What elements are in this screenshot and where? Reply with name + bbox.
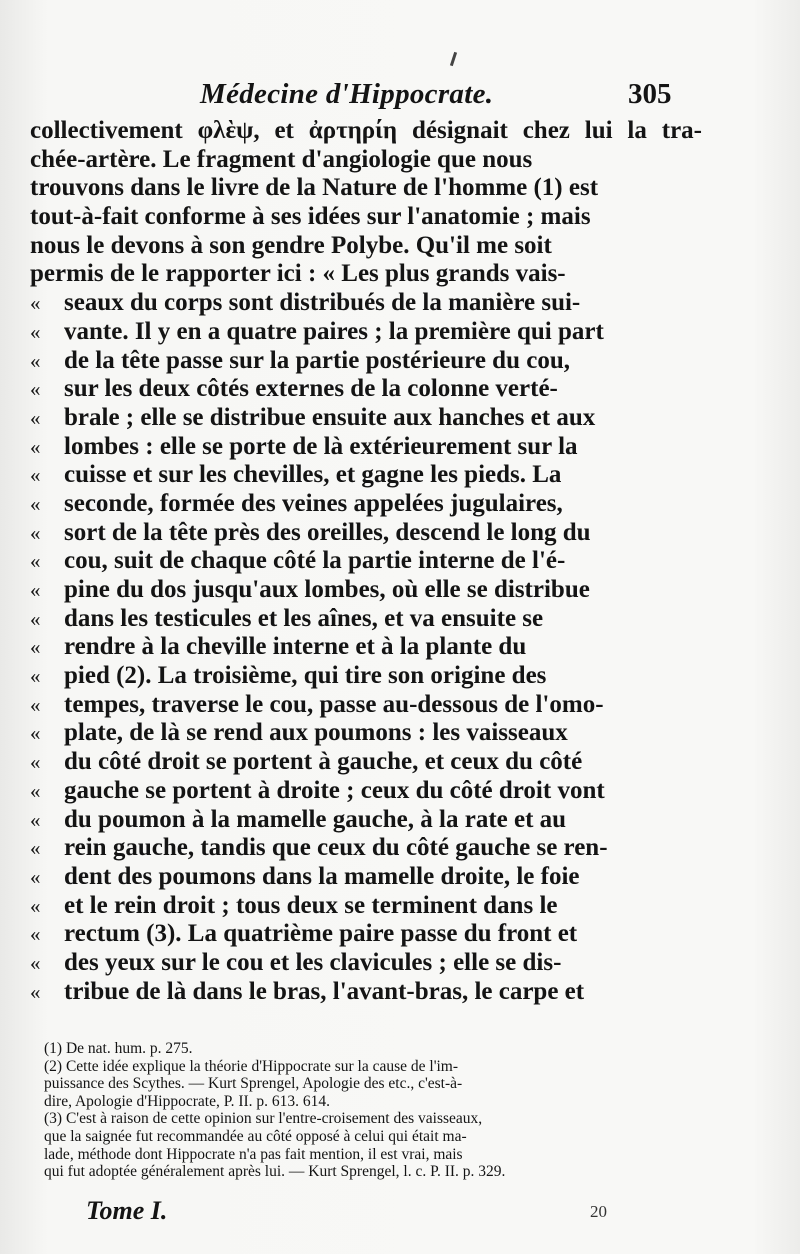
line-text: trouvons dans le livre de la Nature de l'homme (1) est: [30, 174, 599, 202]
quote-mark: «: [30, 377, 41, 402]
quote-mark: «: [30, 692, 41, 717]
quote-mark: «: [30, 578, 41, 602]
line-text: brale ; elle se distribue ensuite aux hanches et aux: [64, 403, 596, 431]
page-header: [0, 78, 800, 118]
line-text: vante. Il y en a quatre paires ; la première qui part: [64, 317, 604, 345]
line-text: pied (2). La troisième, qui tire son origine des: [64, 662, 547, 690]
text-line: [30, 719, 710, 748]
text-line: [30, 318, 710, 347]
text-line: [30, 146, 710, 175]
quote-mark: «: [30, 520, 41, 545]
line-text: chée-artère. Le fragment d'angiologie que nous: [30, 145, 533, 173]
quote-mark: «: [30, 721, 41, 746]
text-line: [30, 892, 710, 921]
quote-mark: «: [30, 549, 41, 574]
line-text: permis de le rapporter ici : « Les plus grands vais-: [30, 260, 566, 288]
line-text: rein gauche, tandis que ceux du côté gauche se ren-: [64, 834, 608, 862]
quote-mark: «: [30, 491, 41, 516]
quote-mark: «: [30, 950, 41, 975]
text-line: [30, 547, 710, 576]
footnote-line: que la saignée fut recommandée au côté opposé à celui qui était ma-: [44, 1127, 467, 1145]
quote-mark: «: [30, 893, 41, 918]
line-text: tribue de là dans le bras, l'avant-bras, le carpe et: [64, 977, 585, 1005]
body-text: [30, 117, 710, 1006]
text-line: [30, 949, 710, 978]
text-line: [30, 117, 710, 146]
text-line: [30, 519, 710, 548]
quote-mark: «: [30, 291, 41, 316]
line-text: cuisse et sur les chevilles, et gagne les pieds. La: [64, 461, 562, 489]
text-line: [30, 691, 710, 720]
line-text: gauche se portent à droite ; ceux du côté droit vont: [64, 776, 605, 804]
text-line: [30, 863, 710, 892]
quote-mark: «: [30, 864, 41, 889]
quote-mark: «: [30, 750, 41, 775]
footnotes: [44, 1040, 704, 1181]
quote-mark: «: [30, 635, 41, 660]
quote-mark: «: [30, 434, 41, 459]
line-text: tout-à-fait conforme à ses idées sur l'anatomie ; mais: [30, 203, 591, 231]
quote-mark: «: [30, 778, 41, 803]
line-text: du côté droit se portent à gauche, et ceux du côté: [64, 748, 583, 776]
ink-speck: [450, 52, 457, 66]
line-text: rectum (3). La quatrième paire passe du front et: [64, 920, 578, 948]
text-line: [30, 347, 710, 376]
page-number: 305: [628, 78, 672, 110]
text-line: [30, 260, 710, 289]
line-text: seconde, formée des veines appelées jugulaires,: [64, 489, 563, 517]
text-line: [30, 232, 710, 261]
text-line: [30, 375, 710, 404]
quote-mark: «: [30, 405, 41, 430]
quote-mark: «: [30, 922, 41, 947]
footnote-line: puissance des Scythes. — Kurt Sprengel, Apologie des etc., c'est-à-: [44, 1075, 463, 1093]
line-text: seaux du corps sont distribués de la manière sui-: [64, 289, 581, 317]
text-line: [30, 203, 710, 232]
line-text: cou, suit de chaque côté la partie interne de l'é-: [64, 547, 566, 575]
footnote-line: (2) Cette idée explique la théorie d'Hippocrate sur la cause de l'im-: [44, 1057, 459, 1075]
quote-mark: «: [30, 606, 41, 631]
text-line: [30, 920, 710, 949]
quote-mark: «: [30, 807, 41, 832]
quote-mark: «: [30, 348, 41, 373]
footnote-line: (1) De nat. hum. p. 275.: [44, 1040, 193, 1057]
footnote-line: qui fut adoptée généralement après lui. — Kurt Sprengel, l. c. P. II. p. 329.: [44, 1163, 506, 1181]
line-text: nous le devons à son gendre Polybe. Qu'il me soit: [30, 231, 552, 259]
text-line: [30, 834, 710, 863]
line-text: de la tête passe sur la partie postérieure du cou,: [64, 346, 570, 374]
running-title: Médecine d'Hippocrate.: [200, 78, 494, 110]
text-line: [30, 806, 710, 835]
quote-mark: «: [30, 319, 41, 344]
signature-mark: 20: [590, 1202, 607, 1221]
line-text: rendre à la cheville interne et à la plante du: [64, 633, 527, 661]
text-line: [30, 748, 710, 777]
footnote-line: dire, Apologie d'Hippocrate, P. II. p. 613. 614.: [44, 1092, 331, 1110]
text-line: [30, 777, 710, 806]
text-line: [30, 633, 710, 662]
text-line: [30, 576, 710, 605]
footnote-line: (3) C'est à raison de cette opinion sur l'entre-croisement des vaisseaux,: [44, 1110, 483, 1128]
line-text: sort de la tête près des oreilles, descend le long du: [64, 518, 591, 546]
page-footer: [0, 1196, 800, 1236]
footnote-line: lade, méthode dont Hippocrate n'a pas fait mention, il est vrai, mais: [44, 1145, 463, 1163]
text-line: [30, 433, 710, 462]
text-line: [30, 662, 710, 691]
quote-mark: «: [30, 664, 41, 689]
text-line: [30, 404, 710, 433]
line-text: plate, de là se rend aux poumons : les vaisseaux: [64, 719, 568, 747]
line-text: pine du dos jusqu'aux lombes, où elle se distribue: [64, 576, 590, 603]
line-text: dans les testicules et les aînes, et va ensuite se: [64, 604, 544, 632]
text-line: [30, 978, 710, 1007]
line-text: dent des poumons dans la mamelle droite, le foie: [64, 862, 580, 890]
line-text: du poumon à la mamelle gauche, à la rate et au: [64, 805, 567, 833]
line-text: et le rein droit ; tous deux se terminent dans le: [64, 891, 558, 919]
text-line: [30, 174, 710, 203]
volume-signature: Tome I.: [86, 1196, 168, 1225]
line-text: sur les deux côtés externes de la colonne verté-: [64, 375, 558, 403]
line-text: tempes, traverse le cou, passe au-dessous de l'omo-: [64, 690, 604, 718]
quote-mark: «: [30, 979, 41, 1004]
text-line: [30, 289, 710, 318]
text-line: [30, 461, 710, 490]
line-text: des yeux sur le cou et les clavicules ; elle se dis-: [64, 948, 562, 976]
quote-mark: «: [30, 836, 41, 861]
quote-mark: «: [30, 463, 41, 488]
text-line: [30, 605, 710, 634]
line-text: lombes : elle se porte de là extérieurement sur la: [64, 432, 578, 460]
text-line: [30, 490, 710, 519]
line-text: collectivement φλὲψ, et ἀρτηρίη désignait chez lui la tra-: [30, 117, 702, 144]
